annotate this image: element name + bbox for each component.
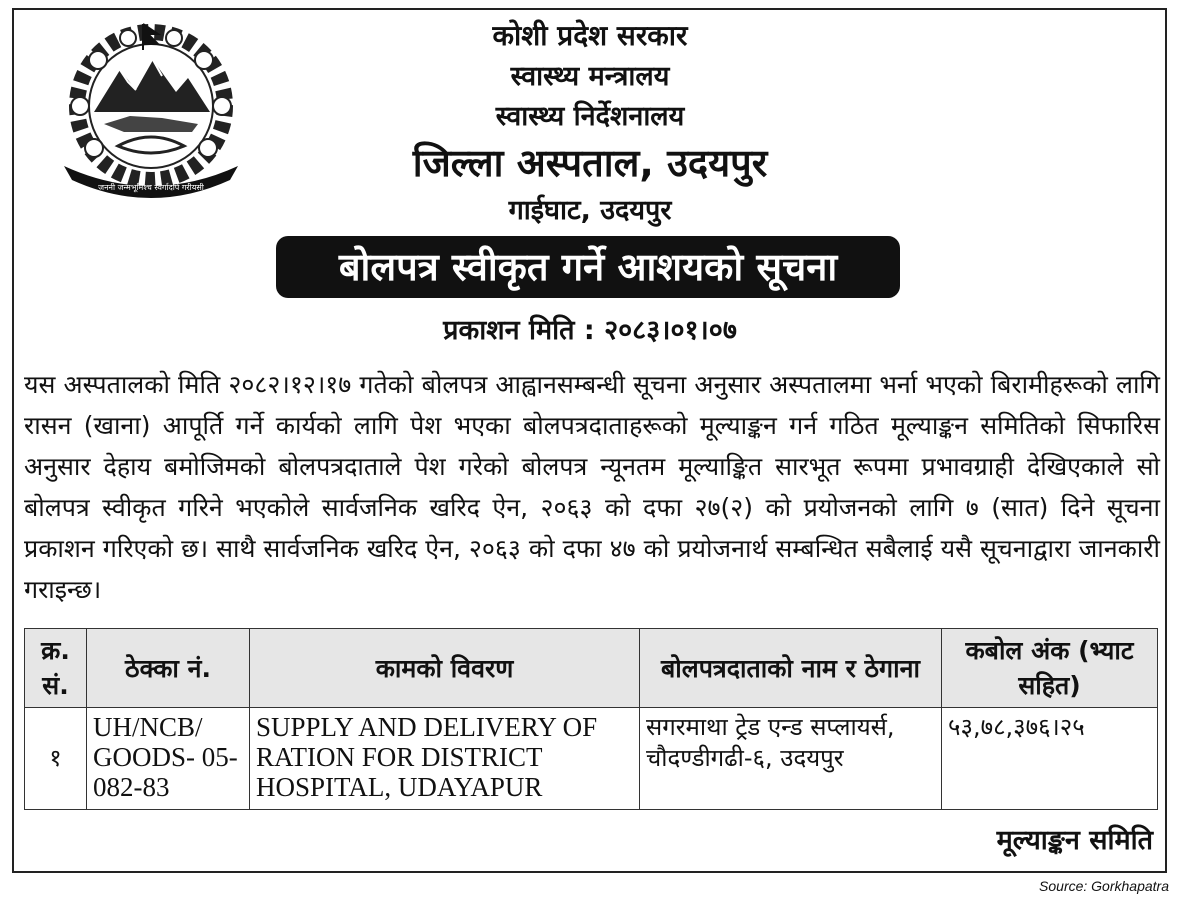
col-bidder-header: बोलपत्रदाताको नाम र ठेगाना bbox=[640, 629, 942, 708]
col-description-header: कामको विवरण bbox=[250, 629, 640, 708]
health-ministry: स्वास्थ्य मन्त्रालय bbox=[510, 61, 670, 92]
row-description: SUPPLY AND DELIVERY OF RATION FOR DISTRICT HOSPITAL, UDAYAPUR bbox=[250, 708, 640, 810]
row-sn: १ bbox=[25, 708, 87, 810]
row-bidder: सगरमाथा ट्रेड एन्ड सप्लायर्स, चौदण्डीगढी-६, उदयपुर bbox=[640, 708, 942, 810]
health-directorate: स्वास्थ्य निर्देशनालय bbox=[495, 101, 685, 132]
emblem-motto: जननी जन्मभूमिश्च स्वर्गादपि गरीयसी bbox=[98, 183, 204, 192]
row-contract-no: UH/NCB/ GOODS- 05-082-83 bbox=[87, 708, 250, 810]
notice-title: बोलपत्र स्वीकृत गर्ने आशयको सूचना bbox=[276, 236, 900, 298]
col-contract-header: ठेक्का नं. bbox=[87, 629, 250, 708]
col-amount-header: कबोल अंक (भ्याट सहित) bbox=[942, 629, 1158, 708]
hospital-name: जिल्ला अस्पताल, उदयपुर bbox=[412, 141, 768, 185]
nepal-government-emblem-icon bbox=[58, 20, 244, 200]
table-row bbox=[25, 708, 1158, 810]
col-sn-header: क्र. सं. bbox=[25, 629, 87, 708]
table-header-row bbox=[25, 629, 1158, 708]
evaluation-committee-signature: मूल्याङ्कन समिति bbox=[996, 825, 1153, 856]
publication-date: प्रकाशन मिति : २०८३।०१।०७ bbox=[443, 315, 737, 346]
notice-body: यस अस्पतालको मिति २०८२।१२।१७ गतेको बोलपत्र आह्वानसम्बन्धी सूचना अनुसार अस्पतालमा भर्ना भएको बिरामीहरूको लागि रासन (खाना) आपूर्ति गर्ने कार्यको लागि पेश भएका बोलपत्रदाताहरूको मूल्याङ्कन गर्न गठित मूल्याङ्कन समितिको सिफारिस अनुसार देहाय बमोजिमको बोलपत्रदाताले पेश गरेको बोलपत्र न्यूनतम मूल्याङ्कित सारभूत रूपमा प्रभावग्राही देखिएकाले सो बोलपत्र स्वीकृत गरिने भएकोले सार्वजनिक खरिद ऐन, २०६३ को दफा २७(२) को प्रयोजनको लागि ७ (सात) दिने सूचना प्रकाशन गरिएको छ। साथै सार्वजनिक खरिद ऐन, २०६३ को दफा ४७ को प्रयोजनार्थ सम्बन्धित सबैलाई यसै सूचनाद्वारा जानकारी गराइन्छ। bbox=[24, 370, 1160, 604]
province-government: कोशी प्रदेश सरकार bbox=[492, 19, 688, 52]
row-amount: ५३,७८,३७६।२५ bbox=[942, 708, 1158, 810]
tender-table bbox=[24, 628, 1158, 810]
source-credit: Source: Gorkhapatra bbox=[1039, 878, 1169, 894]
hospital-address: गाईघाट, उदयपुर bbox=[508, 195, 672, 226]
